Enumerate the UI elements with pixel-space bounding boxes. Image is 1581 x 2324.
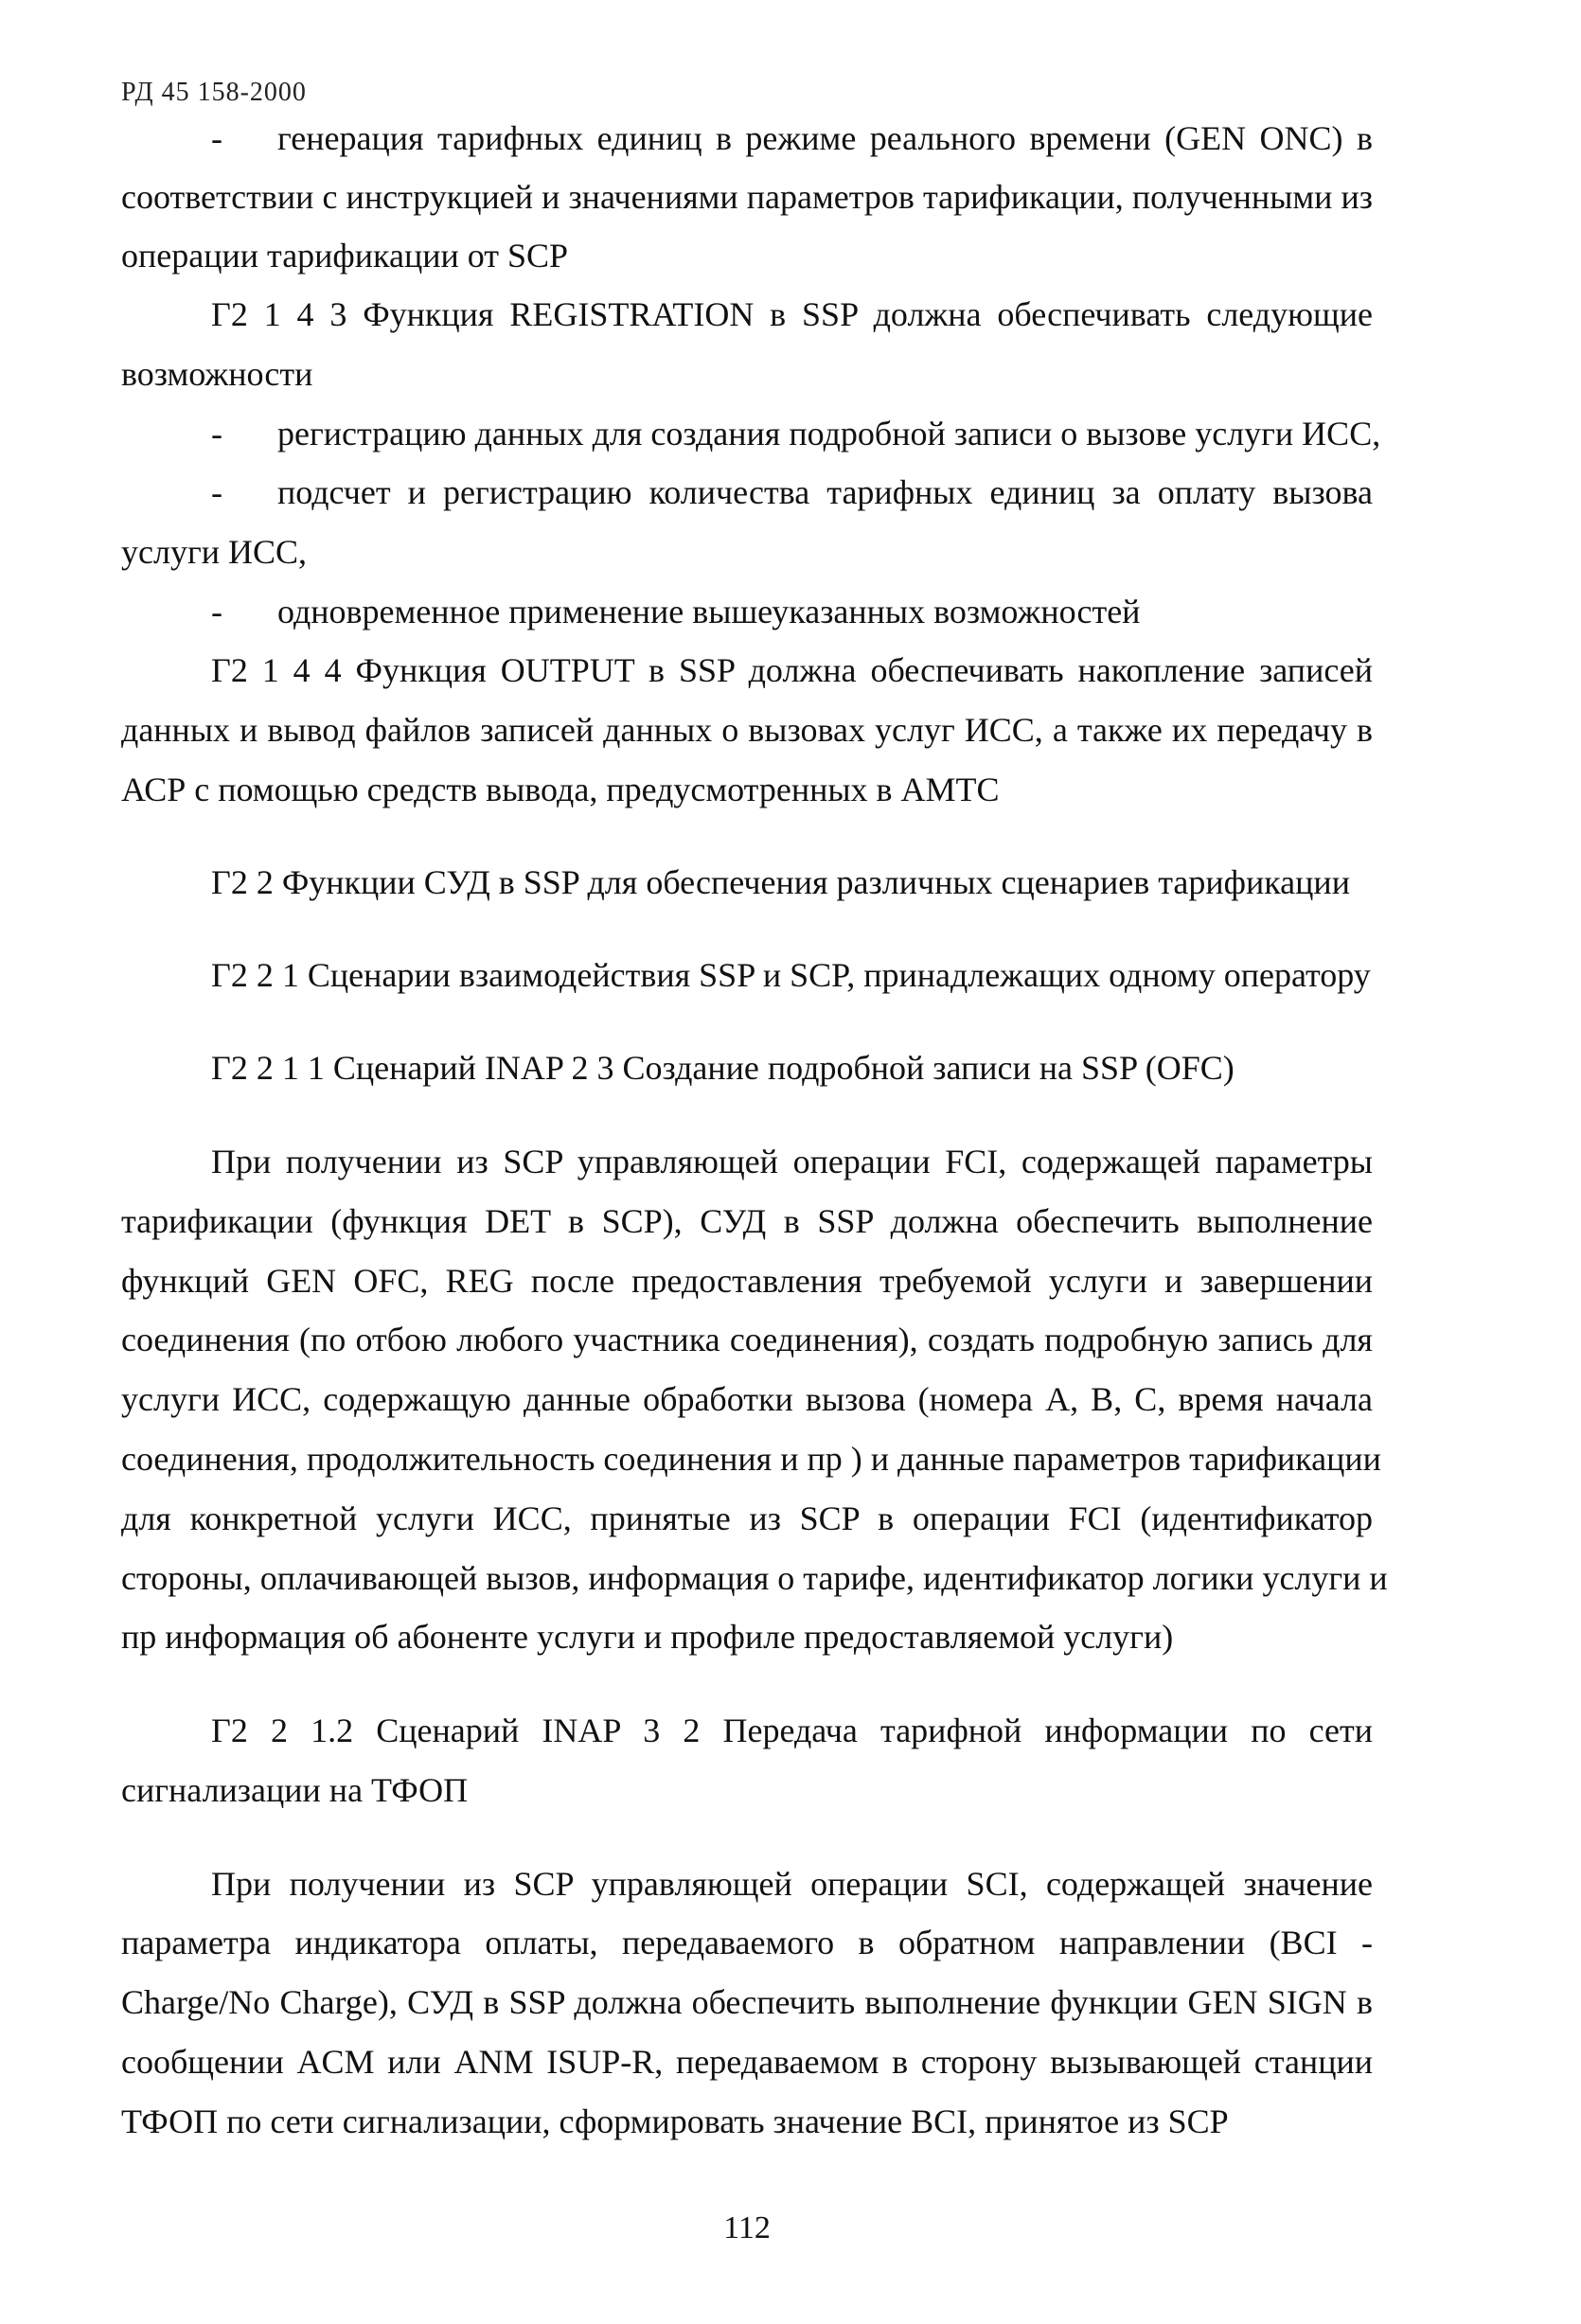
document-header: РД 45 158-2000 <box>121 78 307 107</box>
text-line: стороны, оплачивающей вызов, информация о тарифе, идентификатор логики услуги и <box>121 1559 1388 1597</box>
section-heading-line: Г2 1 4 3 Функция REGISTRATION в SSP должна обеспечивать следующие <box>211 295 1373 333</box>
bullet-dash: - <box>211 119 222 157</box>
text-line: При получении из SCP управляющей операции FCI, содержащей параметры <box>211 1143 1373 1180</box>
text-line: АСР с помощью средств вывода, предусмотренных в АМТС <box>121 771 1000 808</box>
section-heading: Г2 2 1 1 Сценарий INAP 2 3 Создание подробной записи на SSP (OFC) <box>211 1049 1235 1087</box>
text-line: для конкретной услуги ИСС, принятые из SCP в операции FCI (идентификатор <box>121 1499 1373 1537</box>
text-line: соединения (по отбою любого участника соединения), создать подробную запись для <box>121 1321 1373 1358</box>
bullet-item: - одновременное применение вышеуказанных возможностей <box>121 591 1373 632</box>
text-line: Charge/No Charge), СУД в SSP должна обеспечить выполнение функции GEN SIGN в <box>121 1983 1373 2021</box>
text-line: соответствии с инструкцией и значениями параметров тарификации, полученными из <box>121 178 1373 216</box>
text-line: услуги ИСС, <box>121 533 307 571</box>
section-heading: Г2 2 1 Сценарии взаимодействия SSP и SCP, принадлежащих одному оператору <box>211 956 1371 994</box>
text-line: тарификации (функция DET в SCP), СУД в SSP должна обеспечить выполнение <box>121 1202 1373 1240</box>
text-line: данных и вывод файлов записей данных о вызовах услуг ИСС, а также их передачу в <box>121 711 1373 749</box>
bullet-dash: - <box>211 593 222 630</box>
text-line: При получении из SCP управляющей операции SCI, содержащей значение <box>211 1865 1373 1903</box>
text-line: пр информация об абоненте услуги и профиле предоставляемой услуги) <box>121 1618 1174 1656</box>
text-line: операции тарификации от SCP <box>121 237 569 275</box>
section-heading-line: Г2 1 4 4 Функция OUTPUT в SSP должна обеспечивать накопление записей <box>211 651 1373 689</box>
bullet-dash: - <box>211 473 222 511</box>
document-page <box>121 0 1388 2324</box>
bullet-dash: - <box>211 415 222 452</box>
text-line: функций GEN OFC, REG после предоставления требуемой услуги и завершении <box>121 1262 1373 1300</box>
section-heading: Г2 2 Функции СУД в SSP для обеспечения различных сценариев тарификации <box>211 863 1350 901</box>
bullet-item: - регистрацию данных для создания подробной записи о вызове услуги ИСС, <box>121 413 1373 454</box>
text-line: услуги ИСС, содержащую данные обработки вызова (номера А, В, С, время начала <box>121 1380 1373 1418</box>
page-number: 112 <box>723 2210 771 2245</box>
section-heading-line: Г2 2 1.2 Сценарий INAP 3 2 Передача тарифной информации по сети <box>211 1712 1373 1749</box>
text-line: ТФОП по сети сигнализации, сформировать значение BCI, принятое из SCP <box>121 2102 1229 2140</box>
text-line: параметра индикатора оплаты, передаваемого в обратном направлении (BCI - <box>121 1924 1373 1961</box>
text-line: - генерация тарифных единиц в режиме реального времени (GEN ONC) в <box>121 117 1373 159</box>
text-line: соединения, продолжительность соединения и пр ) и данные параметров тарификации <box>121 1440 1381 1478</box>
bullet-item: - подсчет и регистрацию количества тарифных единиц за оплату вызова <box>121 471 1373 513</box>
text-line: сигнализации на ТФОП <box>121 1771 469 1809</box>
text-line: возможности <box>121 355 313 393</box>
text-line: сообщении ACM или ANM ISUP-R, передаваемом в сторону вызывающей станции <box>121 2043 1373 2081</box>
